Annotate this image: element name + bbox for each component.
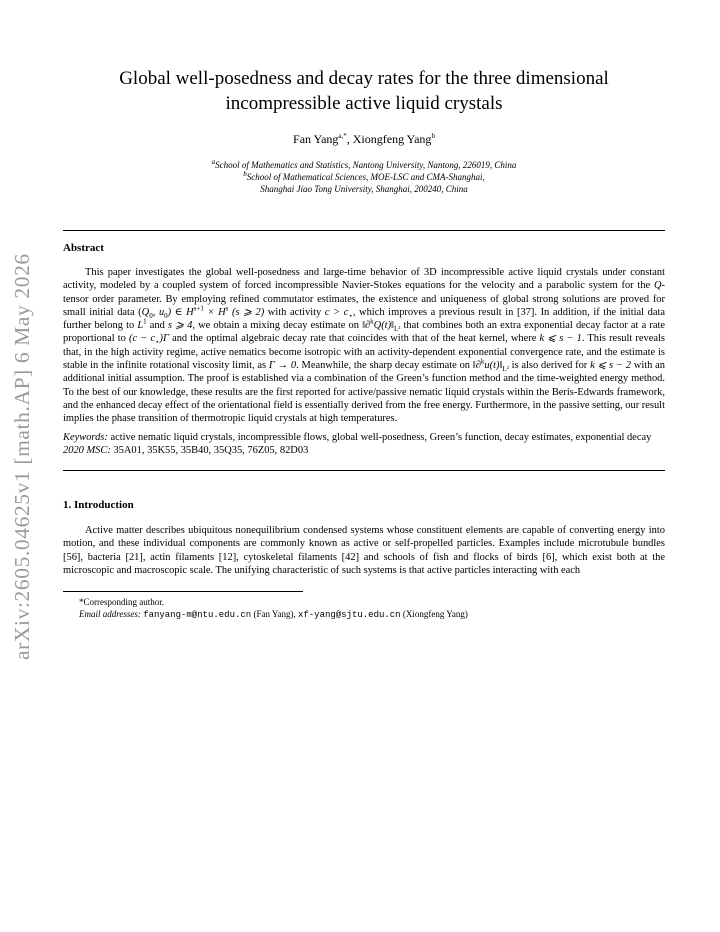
email-owner-2: (Xiongfeng Yang) — [400, 609, 468, 620]
abstract-part: is also derived for — [508, 360, 591, 372]
msc-text: 35A01, 35K55, 35B40, 35Q35, 76Z05, 82D03 — [110, 444, 309, 456]
math: k ⩽ s − 1 — [539, 333, 582, 345]
math-sub: ⋆ — [348, 311, 353, 320]
abstract-part: . Meanwhile, the sharp decay estimate on — [296, 360, 473, 372]
math-sub: 0 — [164, 311, 168, 320]
title-line-2: incompressible active liquid crystals — [225, 93, 503, 114]
email-label: Email addresses: — [79, 609, 141, 620]
math: (c − c — [129, 333, 156, 345]
affiliation-b-mark: b — [243, 170, 247, 178]
abstract-heading: Abstract — [63, 242, 104, 254]
math-sup: k — [480, 357, 485, 366]
math: L — [137, 320, 144, 332]
introduction-paragraph: Active matter describes ubiquitous nonequilibrium condensed systems whose constituent elements are capable of converting energy into motion, and these individual components are commonly known as active or self-propelled particles. Examples include microtubule bundles [56], bacteria [21], actin filaments [12], cytoskeletal filaments [42] and schools of fish and flocks of birds [6], which exist both at the microscopic and macroscopic scale. The unifying characteristic of such systems is that active particles interacting with each — [63, 525, 665, 577]
msc-label: 2020 MSC: — [63, 444, 111, 456]
affiliation-a-text: School of Mathematics and Statistics, Nantong University, Nantong, 226019, China — [215, 160, 517, 170]
abstract-part: with activity — [264, 306, 325, 318]
keywords-label: Keywords: — [63, 431, 108, 443]
abstract-part: and — [146, 320, 169, 332]
affiliation-b-line-2: Shanghai Jiao Tong University, Shanghai, 200240, China — [260, 184, 468, 194]
math: s ⩾ 4 — [168, 320, 193, 332]
footnote-rule — [63, 591, 303, 592]
math-sub: 0 — [149, 311, 153, 320]
math-sub: L² — [502, 365, 509, 374]
email-owner-1: (Fan Yang), — [251, 609, 298, 620]
math: ) ∈ H — [167, 306, 194, 318]
math: (s ⩾ 2) — [228, 306, 265, 318]
abstract-part: with an additional initial assumption. The proof is established via a combination of the Green’s function method and the time-weighted energy method. To the best of our knowledge, these results are the first reported for active/passive nematic liquid crystals within the Beris-Edwards framework, and the enhanced decay effect of the orientational field is essentially derived from the free energy. Furthermore, in the passive setting, our result implies the phase transition of thermotropic liquid crystals at high temperatures. — [63, 360, 666, 425]
email-link-2[interactable]: xf-yang@sjtu.edu.cn — [297, 610, 401, 621]
footnote-corresponding: *Corresponding author. — [79, 597, 164, 608]
affiliation-b-line-1: School of Mathematical Sciences, MOE-LSC and CMA-Shanghai, — [246, 172, 485, 182]
abstract-part: , we obtain a mixing decay estimate on — [192, 320, 363, 332]
arxiv-identifier-stamp: arXiv:2605.04625v1 [math.AP] 6 May 2026 — [10, 253, 34, 660]
title-line-1: Global well-posedness and decay rates for the three dimensional — [119, 68, 609, 89]
footnote-emails — [63, 608, 665, 621]
math: ‖∂ — [472, 360, 481, 372]
math: , u — [152, 306, 165, 318]
keywords — [63, 431, 665, 444]
author-1: Fan Yang — [293, 132, 339, 146]
author-1-marks: a,* — [338, 132, 347, 140]
math: Q — [653, 280, 662, 292]
affiliations — [63, 159, 665, 195]
abstract-top-rule — [63, 230, 665, 231]
abstract-part: , which improves a previous result in [37]. In addition, if the initial data further belong to — [63, 306, 666, 332]
author-list — [63, 132, 665, 147]
abstract-bottom-rule — [63, 470, 665, 471]
math-sub: L² — [394, 325, 401, 334]
abstract-part: that combines both an extra exponential decay factor at a rate proportional to — [63, 320, 665, 345]
math: k ⩽ s − 2 — [590, 360, 631, 372]
keywords-text: active nematic liquid crystals, incompressible flows, global well-posedness, Green’s function, decay estimates, exponential decay — [107, 431, 652, 443]
author-2: Xiongfeng Yang — [352, 132, 432, 146]
section-heading-introduction: 1. Introduction — [63, 499, 134, 512]
math-sup: s — [225, 304, 229, 313]
math: c > c — [324, 306, 349, 318]
math-sup: k — [370, 317, 374, 326]
math-sub: ⋆ — [155, 338, 160, 347]
author-separator: , — [346, 132, 353, 146]
math: ‖∂ — [362, 320, 371, 332]
abstract-part: -tensor order parameter. By employing refined commutator estimates, the existence and uniqueness of global strong solutions are proved for small initial data ( — [63, 280, 665, 318]
math: u(t)‖ — [484, 360, 503, 372]
author-2-marks: b — [431, 132, 435, 140]
paper-title — [63, 66, 665, 116]
math: Q(t)‖ — [373, 320, 394, 332]
paper-page — [63, 0, 665, 621]
affiliation-a — [63, 159, 665, 171]
math: × H — [203, 306, 226, 318]
math: )Γ — [159, 333, 169, 345]
abstract-part: This paper investigates the global well-posedness and large-time behavior of 3D incompressible active liquid crystals under constant activity, modeled by a coupled system of forced incompressible Navier-Stokes equations for the velocity and a parabolic system for the — [63, 267, 665, 292]
abstract-part: and the optimal algebraic decay rate that coincides with that of the heat kernel, where — [168, 333, 540, 345]
affiliation-a-mark: a — [211, 158, 216, 166]
affiliation-b — [63, 171, 665, 183]
math: Q — [141, 306, 150, 318]
math-sup: s+1 — [193, 304, 204, 313]
abstract-part: . This result reveals that, in the high activity regime, active nematics become isotropic with an activity-dependent exponential convergence rate, and the estimate is stable in the infinite rotational viscosity limit, as — [63, 333, 665, 372]
math: Γ → 0 — [268, 360, 297, 372]
email-link-1[interactable]: fanyang-m@ntu.edu.cn — [143, 610, 252, 621]
msc-codes — [63, 444, 665, 457]
math-sup: 1 — [143, 317, 147, 326]
abstract-text — [63, 266, 665, 426]
